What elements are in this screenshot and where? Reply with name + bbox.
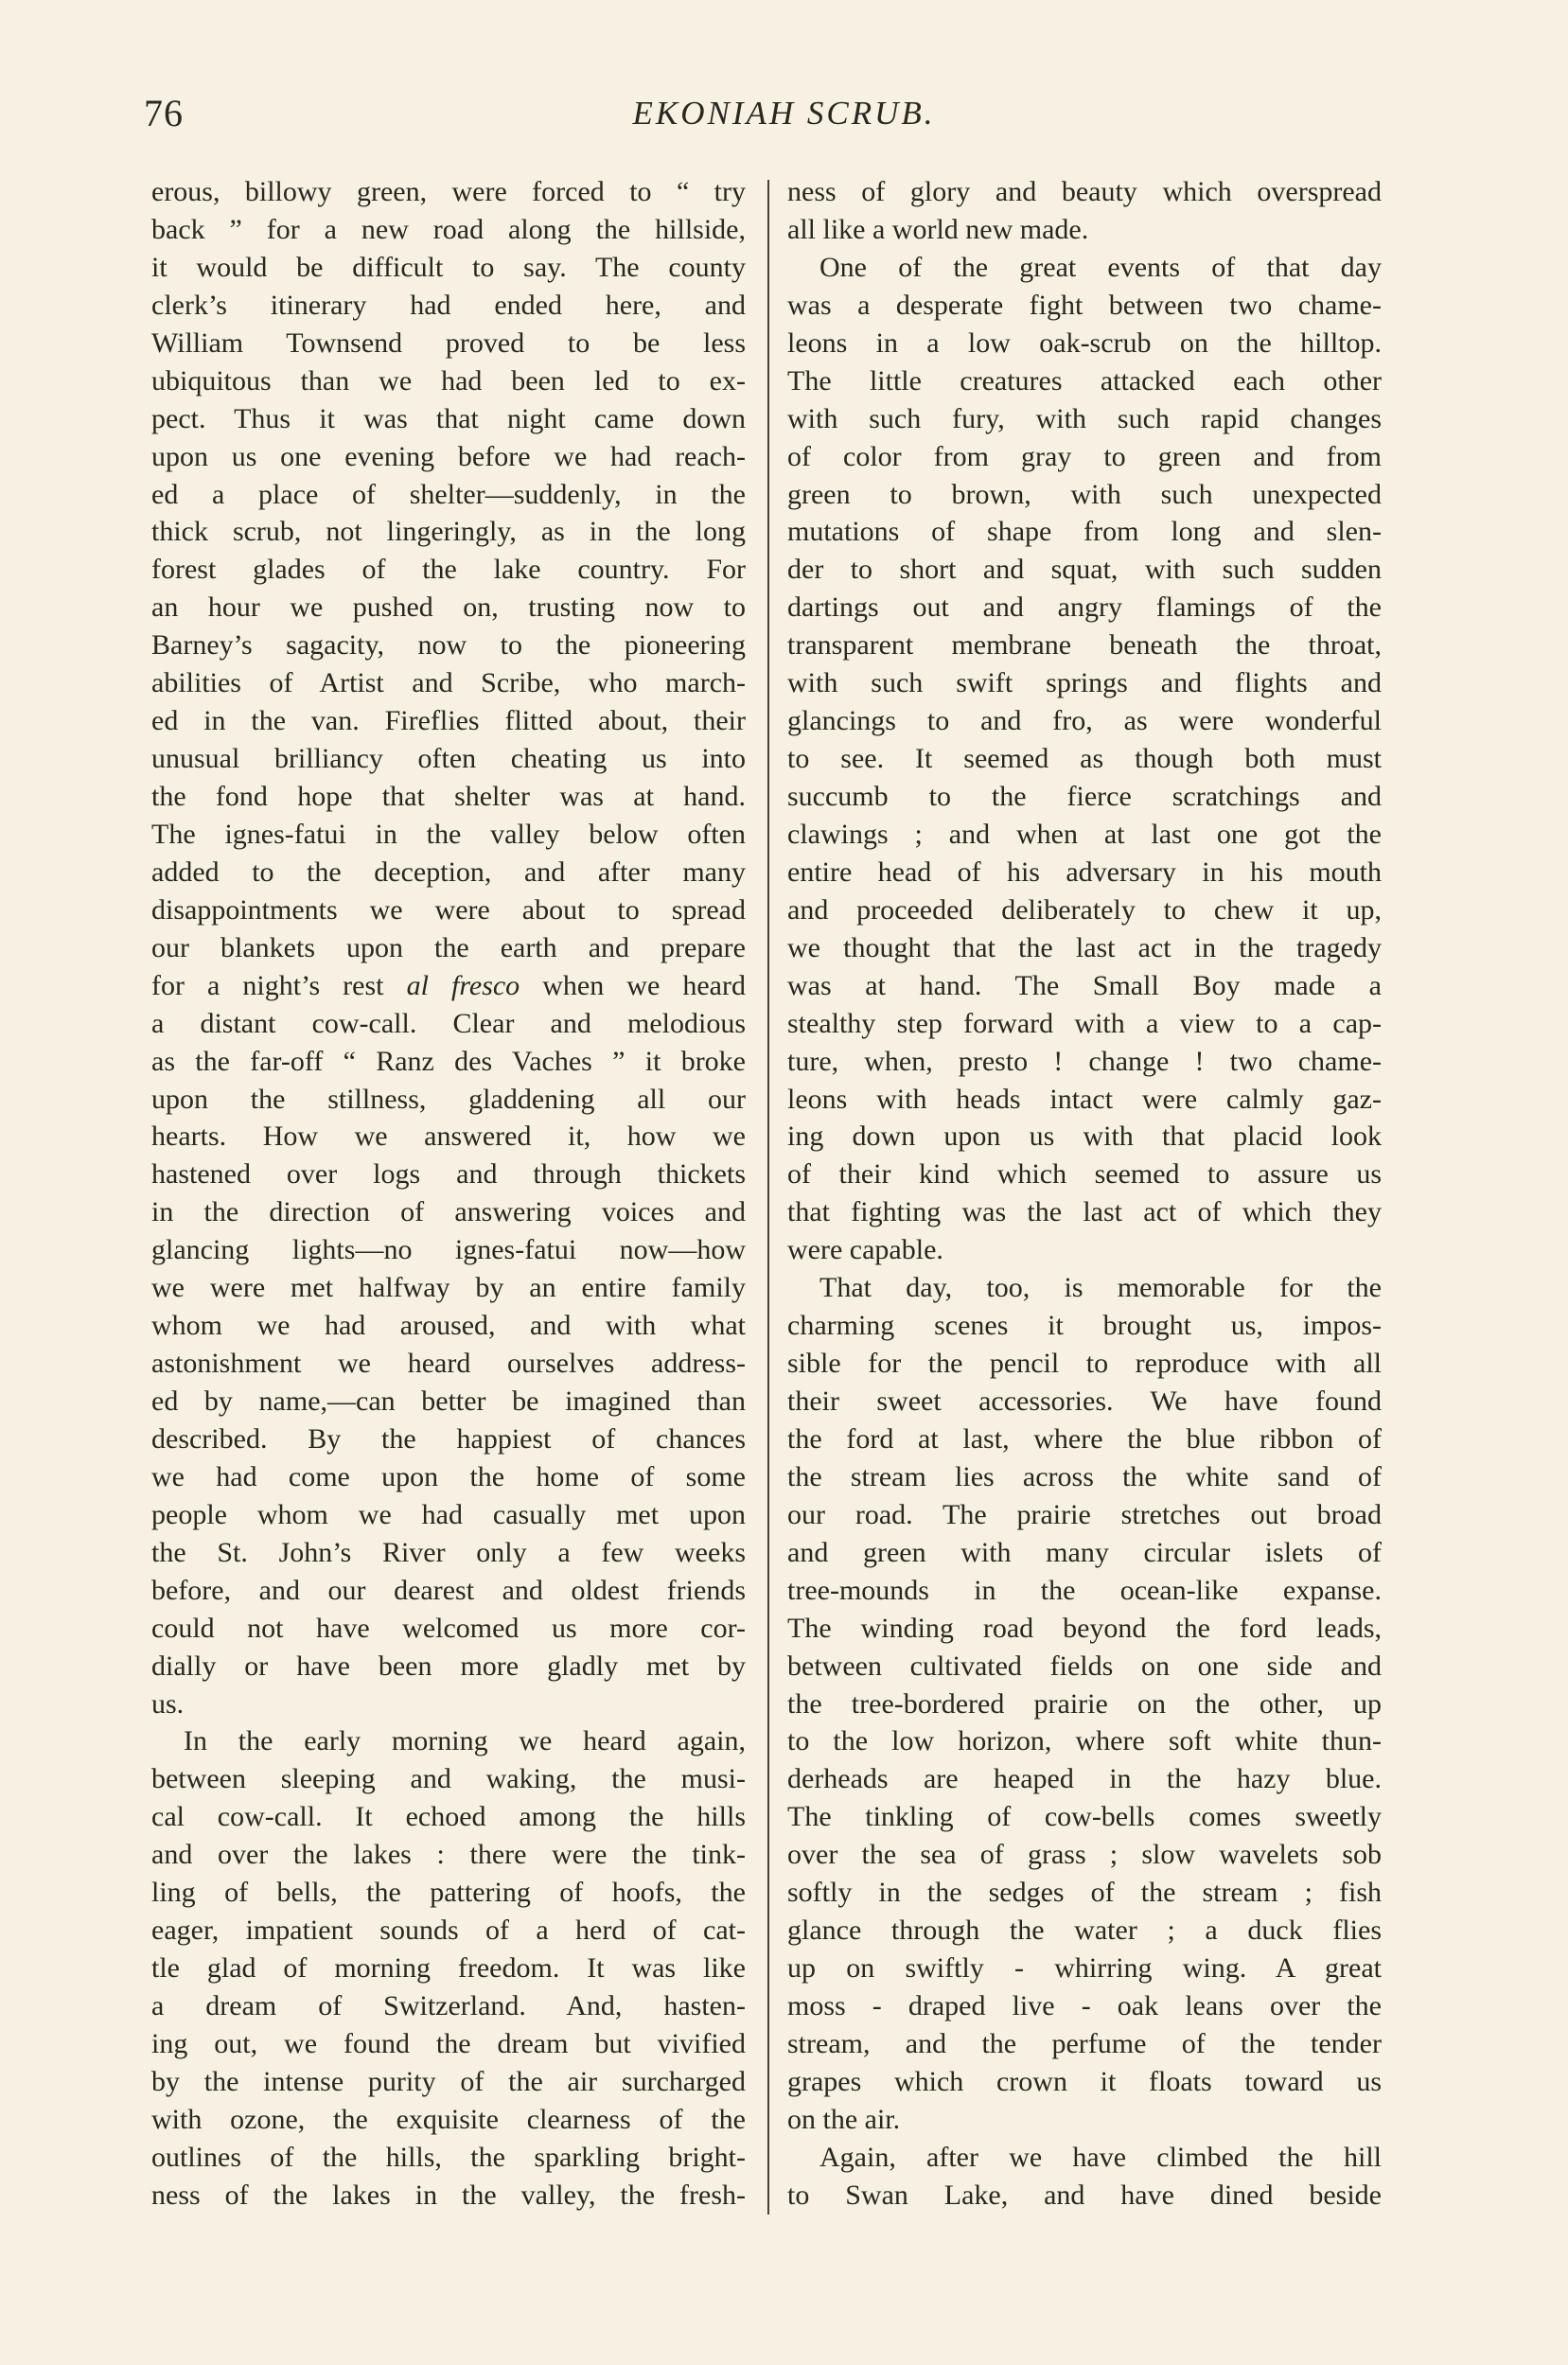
text-line: the St. John’s River only a few weeks <box>151 1536 746 1568</box>
text-line: with such fury, with such rapid changes <box>787 402 1382 434</box>
text-line: succumb to the fierce scratchings and <box>787 781 1382 812</box>
text-line: described. By the happiest of chances <box>151 1422 746 1455</box>
text-line: our road. The prairie stretches out broad <box>787 1498 1382 1530</box>
text-line: hearts. How we answered it, how we <box>151 1121 746 1153</box>
text-line: to see. It seemed as though both must <box>787 743 1382 775</box>
text-line: ing down upon us with that placid look <box>787 1121 1382 1153</box>
text-line: up on swiftly - whirring wing. A great <box>787 1952 1382 1985</box>
text-line: ness of glory and beauty which overspread <box>787 176 1382 207</box>
text-line: to the low horizon, where soft white thun- <box>787 1725 1382 1757</box>
text-line: Again, after we have climbed the hill <box>819 2141 1382 2173</box>
text-line: could not have welcomed us more cor- <box>151 1612 746 1644</box>
text-line: their sweet accessories. We have found <box>787 1385 1382 1417</box>
text-line: people whom we had casually met upon <box>151 1498 746 1530</box>
text-line: In the early morning we heard again, <box>184 1725 746 1757</box>
italic-phrase: al fresco <box>406 969 520 1001</box>
text-line: ness of the lakes in the valley, the fresh- <box>151 2179 746 2211</box>
text-line: ed by name,—can better be imagined than <box>151 1385 746 1417</box>
text-line: charming scenes it brought us, impos- <box>787 1310 1382 1342</box>
text-line: green to brown, with such unexpected <box>787 478 1382 510</box>
text-line: that fighting was the last act of which they <box>787 1196 1382 1228</box>
text-line: astonishment we heard ourselves address- <box>151 1348 746 1380</box>
text-line: between cultivated fields on one side and <box>787 1650 1382 1682</box>
text-line: of their kind which seemed to assure us <box>787 1158 1382 1191</box>
text-line: with such swift springs and flights and <box>787 667 1382 699</box>
text-line <box>151 967 746 1005</box>
text-line: clawings ; and when at last one got the <box>787 818 1382 850</box>
text-line: One of the great events of that day <box>819 251 1382 283</box>
left-column <box>151 173 746 2215</box>
text-line: leons in a low oak-scrub on the hilltop. <box>787 327 1382 359</box>
text-line: and proceeded deliberately to chew it up, <box>787 893 1382 926</box>
column-rule <box>767 180 769 2215</box>
text-line: stream, and the perfume of the tender <box>787 2027 1382 2059</box>
text-line: in the direction of answering voices and <box>151 1196 746 1228</box>
text-line: ed in the van. Fireflies flitted about, their <box>151 705 746 737</box>
text-line: leons with heads intact were calmly gaz- <box>787 1083 1382 1115</box>
text-line: our blankets upon the earth and prepare <box>151 931 746 963</box>
text-line: added to the deception, and after many <box>151 856 746 888</box>
text-line: Barney’s sagacity, now to the pioneering <box>151 629 746 662</box>
text-line: on the air. <box>787 2103 901 2135</box>
text-line: That day, too, is memorable for the <box>819 1272 1382 1304</box>
text-line: sible for the pencil to reproduce with all <box>787 1348 1382 1380</box>
text-line: by the intense purity of the air surcharged <box>151 2065 746 2097</box>
text-line: a distant cow-call. Clear and melodious <box>151 1007 746 1039</box>
text-line: upon us one evening before we had reach- <box>151 440 746 472</box>
text-line: dartings out and angry flamings of the <box>787 591 1382 624</box>
text-line: glancings to and fro, as were wonderful <box>787 705 1382 737</box>
text-line: hastened over logs and through thickets <box>151 1158 746 1191</box>
text-line: The little creatures attacked each other <box>787 364 1382 397</box>
text-line: a dream of Switzerland. And, hasten- <box>151 1990 746 2021</box>
text-line: The tinkling of cow-bells comes sweetly <box>787 1801 1382 1833</box>
text-line: glancing lights—no ignes-fatui now—how <box>151 1234 746 1266</box>
text-line: The ignes-fatui in the valley below often <box>151 818 746 850</box>
text-line: pect. Thus it was that night came down <box>151 402 746 434</box>
text-line: clerk’s itinerary had ended here, and <box>151 289 746 321</box>
page-number: 76 <box>144 92 184 134</box>
text-line: softly in the sedges of the stream ; fish <box>787 1877 1382 1909</box>
text-line: the stream lies across the white sand of <box>787 1460 1382 1492</box>
text-line: and green with many circular islets of <box>787 1536 1382 1568</box>
text-line: transparent membrane beneath the throat, <box>787 629 1382 662</box>
text-line: moss - draped live - oak leans over the <box>787 1990 1382 2021</box>
text-line: we thought that the last act in the tragedy <box>787 931 1382 963</box>
text-line: derheads are heaped in the hazy blue. <box>787 1763 1382 1795</box>
text-line: of color from gray to green and from <box>787 440 1382 472</box>
text-line: outlines of the hills, the sparkling bright- <box>151 2141 746 2173</box>
text-line: eager, impatient sounds of a herd of cat- <box>151 1915 746 1947</box>
text-line: ing out, we found the dream but vivified <box>151 2027 746 2059</box>
text-line: was at hand. The Small Boy made a <box>787 969 1382 1001</box>
text-line: dially or have been more gladly met by <box>151 1650 746 1682</box>
running-head: EKONIAH SCRUB. <box>632 95 936 132</box>
text-line: forest glades of the lake country. For <box>151 554 746 586</box>
text-line: abilities of Artist and Scribe, who march- <box>151 667 746 699</box>
text-line: we had come upon the home of some <box>151 1460 746 1492</box>
text-line: the tree-bordered prairie on the other, up <box>787 1687 1382 1720</box>
text-line: the fond hope that shelter was at hand. <box>151 781 746 812</box>
text-line: whom we had aroused, and with what <box>151 1310 746 1342</box>
text-line: an hour we pushed on, trusting now to <box>151 591 746 624</box>
text-line: erous, billowy green, were forced to “ try <box>151 176 746 207</box>
text-line: disappointments we were about to spread <box>151 893 746 926</box>
text-line: mutations of shape from long and slen- <box>787 516 1382 548</box>
text-run: for a night’s rest <box>151 969 407 1001</box>
text-line: we were met halfway by an entire family <box>151 1272 746 1304</box>
text-line: ling of bells, the pattering of hoofs, the <box>151 1877 746 1909</box>
text-line: tle glad of morning freedom. It was like <box>151 1952 746 1985</box>
text-line: thick scrub, not lingeringly, as in the long <box>151 516 746 548</box>
text-line: glance through the water ; a duck flies <box>787 1915 1382 1947</box>
text-line: us. <box>151 1687 185 1720</box>
text-line: upon the stillness, gladdening all our <box>151 1083 746 1115</box>
text-line: was a desperate fight between two chame- <box>787 289 1382 321</box>
text-line: unusual brilliancy often cheating us into <box>151 743 746 775</box>
text-line: with ozone, the exquisite clearness of the <box>151 2103 746 2135</box>
text-line: and over the lakes : there were the tink- <box>151 1839 746 1871</box>
text-line: cal cow-call. It echoed among the hills <box>151 1801 746 1833</box>
text-line: der to short and squat, with such sudden <box>787 554 1382 586</box>
text-line: between sleeping and waking, the musi- <box>151 1763 746 1795</box>
text-line: grapes which crown it floats toward us <box>787 2065 1382 2097</box>
text-line: as the far-off “ Ranz des Vaches ” it broke <box>151 1045 746 1077</box>
text-line: the ford at last, where the blue ribbon of <box>787 1422 1382 1455</box>
text-line: back ” for a new road along the hillside, <box>151 213 746 245</box>
text-line: over the sea of grass ; slow wavelets sob <box>787 1839 1382 1871</box>
text-line: ture, when, presto ! change ! two chame- <box>787 1045 1382 1077</box>
text-line: The winding road beyond the ford leads, <box>787 1612 1382 1644</box>
text-line: stealthy step forward with a view to a cap- <box>787 1007 1382 1039</box>
text-line: William Townsend proved to be less <box>151 327 746 359</box>
text-line: it would be difficult to say. The county <box>151 251 746 283</box>
text-line: were capable. <box>787 1234 943 1266</box>
text-line: tree-mounds in the ocean-like expanse. <box>787 1574 1382 1606</box>
right-column <box>787 173 1382 2215</box>
text-line: to Swan Lake, and have dined beside <box>787 2179 1382 2211</box>
text-line: ubiquitous than we had been led to ex- <box>151 364 746 397</box>
text-line: before, and our dearest and oldest friends <box>151 1574 746 1606</box>
text-run: when we heard <box>520 969 746 1001</box>
text-line: all like a world new made. <box>787 213 1089 245</box>
text-line: ed a place of shelter—suddenly, in the <box>151 478 746 510</box>
text-line: entire head of his adversary in his mouth <box>787 856 1382 888</box>
